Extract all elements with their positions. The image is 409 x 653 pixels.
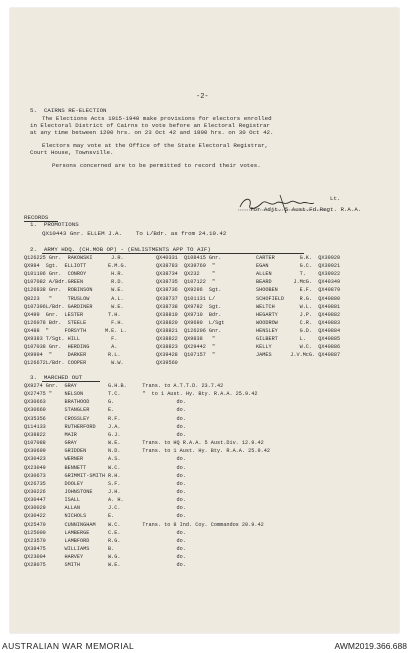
record-line: QX35356 CROSSLEY R.F. do.: [24, 415, 186, 422]
record-line: QX38783 QX39760 ": [156, 263, 216, 270]
footer-bar: [0, 640, 409, 653]
record-line: SCHOFIELD R.G. QX40880: [256, 295, 341, 302]
heading-underline: [42, 381, 100, 382]
records-heading: RECORDS: [24, 214, 49, 221]
record-line: QX30663 BRATHOOD G. do.: [24, 399, 186, 406]
record-line: QX25470 CUNNINGHAM W.C. Trans. to 8 Ind. Coy. Commandos 20.9.42: [24, 521, 264, 528]
signature-rank: Lt.: [330, 195, 341, 202]
signature-caption: for Adjt. 5 Aust.Fd.Regt. R.A.A.: [250, 206, 362, 213]
record-line: QX984 Sgt. ELLIOTT E.M.G.: [24, 263, 127, 270]
item-heading: 2. ARMY HDQ. (CH.MOB OP) - (ENLISTMENTS APP TO AIF): [30, 246, 211, 253]
record-line: QX30226 JOHNSTONE J.H. do.: [24, 488, 186, 495]
record-line: QX38822 MAIR G.J. do.: [24, 431, 186, 438]
record-line: QX23049 BENNETT W.C. do.: [24, 464, 186, 471]
record-line: QX30673 GRIMMIT-SMITH R.H. do.: [24, 472, 186, 479]
record-line: Q107088 GRAY W.E. Trans. to HQ R.A.A. 5 Aust.Div. 12.9.42: [24, 440, 264, 447]
record-line: QX499 Gnr. LESTER T.H.: [24, 311, 121, 318]
section-heading: 5. CAIRNS RE-ELECTION: [30, 107, 107, 114]
record-line: QX28075 SMITH W.E. do.: [24, 562, 186, 569]
record-line: QX38822 QX9838 ": [156, 336, 216, 342]
heading-underline: [42, 253, 304, 254]
record-line: Q107082 A/Bdr.GREEN R.D.: [24, 279, 124, 286]
record-line: Q126672L/Bdr. COOPER W.W.: [24, 360, 124, 367]
record-line: QX38738 QX9782 Sgt.: [156, 303, 222, 310]
record-line: Q107038 Gnr. HERDING A.: [24, 344, 118, 351]
record-line: QX38821 Q126206 Gnr.: [156, 327, 222, 334]
record-line: Q8223 " TRUSLOW A.L.: [24, 295, 124, 302]
record-line: WELTCH W.L. QX40881: [256, 303, 341, 310]
record-line: QX30029 ALLAN J.C. do.: [24, 505, 186, 512]
record-line: Q126225 Gnr. RAKOWSKI J.R.: [24, 255, 124, 261]
paragraph-line: Court House, Townsville.: [30, 149, 114, 156]
record-line: QX38736 QX9296 Sgt.: [156, 287, 222, 294]
record-line: SHOOBEN E.F. QX40879: [256, 287, 341, 294]
record-line: GILBERT L. QX40885: [256, 336, 341, 342]
document-page: [10, 8, 399, 633]
record-line: ALLEN T. QX39922: [256, 271, 341, 278]
item-heading: 1. PROMOTIONS: [30, 221, 79, 228]
record-line: QX9274 Gnr. GRAY G.H.B. Trans. to A.T.T.D. 23.7.42: [24, 383, 224, 389]
record-line: QX38734 QX232 ": [156, 271, 216, 278]
record-line: QX40331 Q108415 Gnr.: [156, 255, 222, 261]
record-line: JAMES J.V.McG. QX40887: [256, 352, 341, 359]
record-line: Q125000 LAMBERGE C.E. do.: [24, 529, 186, 536]
record-line: QX38819 QX9710 Bdr.: [156, 311, 222, 318]
record-line: QX30660 STANGLER E. do.: [24, 407, 186, 414]
record-line: HEGARTY J.P. QX40882: [256, 311, 341, 318]
promotion-line: QX10443 Gnr. ELLEM J.A. To L/Bdr. as from 24.10.42: [42, 230, 227, 237]
record-line: QX39428 Q107157 ": [156, 352, 216, 359]
record-line: Q126078 Bdr. STEELE F.H.: [24, 319, 124, 326]
record-line: QX38820 QX9690 L/Sgt: [156, 319, 225, 326]
record-line: Q107396L/Bdr. GARDINER W.E.: [24, 303, 124, 310]
paragraph-line: Electors may vote at the Office of the State Electoral Registrar,: [42, 142, 269, 149]
record-line: Q126838 Gnr. ROBINSON W.E.: [24, 287, 124, 294]
record-line: QX23570 LAMBFORD R.G. do.: [24, 537, 186, 544]
paragraph-line: at any time between 1200 hrs. on 23 Oct 42 and 1800 hrs. on 30 Oct 42.: [30, 129, 274, 136]
record-line: WOODROW C.R. QX40883: [256, 319, 341, 326]
record-line: QX26735 DOOLEY S.F. do.: [24, 480, 186, 487]
record-line: BEARD J.McG. QX40349: [256, 279, 341, 286]
record-line: HENSLEY G.D. QX40884: [256, 327, 341, 334]
record-line: QX38737 Q101131 L/: [156, 295, 216, 302]
record-line: QX30447 ISALL A. H. do.: [24, 497, 186, 504]
record-line: QX9383 T/Sgt. HILL F.: [24, 336, 118, 342]
record-line: Q114133 RUTHERFORD J.A. do.: [24, 423, 186, 430]
record-line: KELLY W.C. QX40886: [256, 344, 341, 351]
footer-source: AUSTRALIAN WAR MEMORIAL: [2, 641, 135, 651]
record-line: QX38823 QX29442 ": [156, 344, 216, 351]
footer-reference: AWM2019.366.688: [334, 641, 407, 651]
record-line: QX38475 WILLIAMS B. do.: [24, 546, 186, 552]
record-line: EGAN G.C. QX39921: [256, 263, 341, 270]
item-heading: 3. MARCHED OUT: [30, 374, 83, 381]
record-line: CARTER G.K. QX39920: [256, 255, 341, 261]
record-line: QX488 " FORSYTH M.E. L.: [24, 327, 127, 334]
record-line: QX23004 HARVEY W.G. do.: [24, 554, 186, 561]
record-line: QX30423 WERNER A.S. do.: [24, 456, 186, 463]
record-line: QX30422 NICHOLS E. do.: [24, 513, 186, 520]
page-number: -2-: [196, 93, 209, 101]
record-line: Q101106 Gnr. CONROY H.R.: [24, 271, 124, 278]
typed-text: [10, 8, 399, 633]
record-line: QX38735 Q107122 ": [156, 279, 216, 286]
paragraph-line: in Electoral District of Cairns to vote before an Electoral Registrar: [30, 122, 271, 129]
record-line: QX27475 " NELSON T.C. " to 1 Aust. Hy. Bty. R.A.A. 25.9.42: [24, 391, 258, 398]
record-line: QX39560: [156, 360, 178, 367]
record-line: QX30699 GRIDDEN N.D. Trans. to 1 Aust. Hy. Bty. R.A.A. 25.9.42: [24, 448, 270, 455]
paragraph-line: Persons concerned are to be permitted to record their votes.: [52, 162, 261, 169]
record-line: QX9994 " DARKER R.L.: [24, 352, 121, 359]
paragraph-line: The Elections Acts 1915-1940 make provisions for electors enrolled: [42, 115, 272, 122]
